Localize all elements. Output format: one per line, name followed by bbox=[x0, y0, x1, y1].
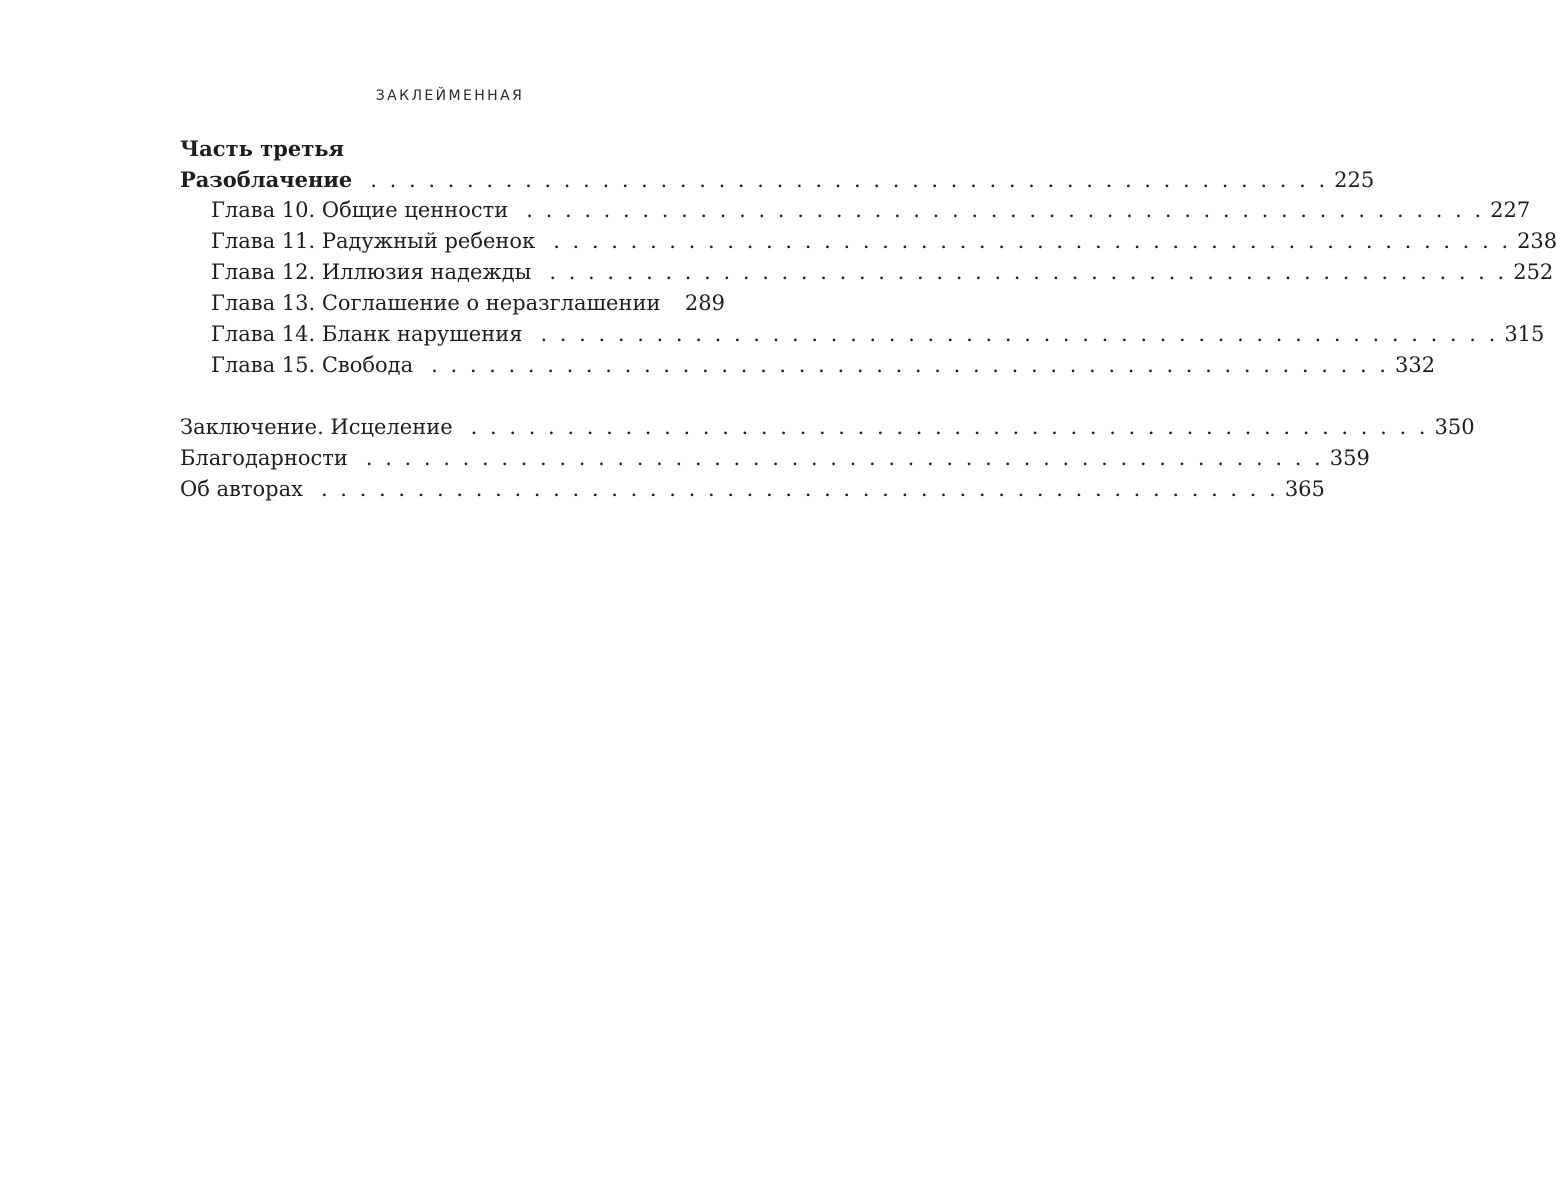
chapter-title: Глава 14. Бланк нарушения bbox=[211, 322, 523, 346]
toc-entry-chapter-13[interactable] bbox=[180, 288, 725, 319]
entry-title: Об авторах bbox=[180, 477, 303, 501]
toc-entry-chapter-14[interactable] bbox=[180, 319, 1545, 350]
running-head: ЗАКЛЕЙМЕННАЯ bbox=[375, 88, 525, 104]
page-number: 238 bbox=[1517, 229, 1557, 253]
page-number: 252 bbox=[1513, 260, 1554, 284]
chapter-title: Глава 13. Соглашение о неразглашении bbox=[211, 291, 661, 315]
toc-entry-about-authors[interactable] bbox=[180, 474, 1325, 505]
table-of-contents bbox=[180, 133, 1557, 505]
page-number: 289 bbox=[684, 291, 725, 315]
dot-leader: . . . . . . . . . . . . . . . . . . . . . . . . . . . . . . . . . . . . . . . . . . . . . . . . . . bbox=[365, 446, 1324, 470]
dot-leader: . . . . . . . . . . . . . . . . . . . . . . . . . . . . . . . . . . . . . . . . . . . . . . . . . . bbox=[431, 353, 1389, 377]
part-label: Часть третья bbox=[180, 136, 344, 161]
part-title-row[interactable] bbox=[180, 164, 1375, 195]
chapter-title: Глава 15. Свобода bbox=[211, 353, 414, 377]
toc-entry-acknowledgements[interactable] bbox=[180, 443, 1370, 474]
dot-leader: . . . . . . . . . . . . . . . . . . . . . . . . . . . . . . . . . . . . . . . . . . . . . . . . . . bbox=[553, 229, 1512, 253]
dot-leader: . . . . . . . . . . . . . . . . . . . . . . . . . . . . . . . . . . . . . . . . . . . . . . . . . . bbox=[549, 260, 1508, 284]
dot-leader: . . . . . . . . . . . . . . . . . . . . . . . . . . . . . . . . . . . . . . . . . . . . . . . . . . bbox=[320, 477, 1279, 501]
part-title: Разоблачение bbox=[180, 167, 353, 192]
toc-entry-conclusion[interactable] bbox=[180, 412, 1475, 443]
page-number: 350 bbox=[1434, 415, 1475, 439]
page-number: 227 bbox=[1490, 198, 1531, 222]
entry-title: Заключение. Исцеление bbox=[180, 415, 453, 439]
toc-entry-chapter-15[interactable] bbox=[180, 350, 1436, 381]
page-number: 365 bbox=[1284, 477, 1325, 501]
section-spacer bbox=[180, 381, 725, 412]
dot-leader: . . . . . . . . . . . . . . . . . . . . . . . . . . . . . . . . . . . . . . . . . . . . . . . . . . bbox=[370, 168, 1329, 192]
toc-entry-chapter-10[interactable] bbox=[180, 195, 1531, 226]
chapter-title: Глава 12. Иллюзия надежды bbox=[211, 260, 532, 284]
page-number: 315 bbox=[1504, 322, 1545, 346]
part-label-row bbox=[180, 133, 725, 164]
page-number: 225 bbox=[1334, 168, 1375, 192]
dot-leader: . . . . . . . . . . . . . . . . . . . . . . . . . . . . . . . . . . . . . . . . . . . . . . . . . . bbox=[526, 198, 1485, 222]
toc-entry-chapter-12[interactable] bbox=[180, 257, 1554, 288]
page-number: 359 bbox=[1329, 446, 1370, 470]
dot-leader: . . . . . . . . . . . . . . . . . . . . . . . . . . . . . . . . . . . . . . . . . . . . . . . . . . bbox=[470, 415, 1429, 439]
chapter-title: Глава 10. Общие ценности bbox=[211, 198, 509, 222]
chapter-title: Глава 11. Радужный ребенок bbox=[211, 229, 536, 253]
entry-title: Благодарности bbox=[180, 446, 348, 470]
toc-entry-chapter-11[interactable] bbox=[180, 226, 1557, 257]
page-number: 332 bbox=[1394, 353, 1436, 377]
dot-leader: . . . . . . . . . . . . . . . . . . . . . . . . . . . . . . . . . . . . . . . . . . . . . . . . . . bbox=[540, 322, 1499, 346]
